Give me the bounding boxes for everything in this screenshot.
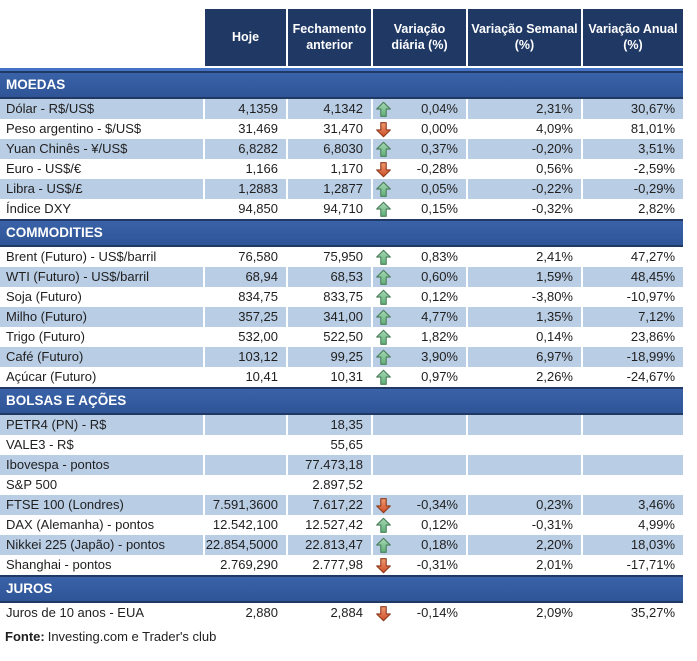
cell-hoje: 76,580 [205,247,288,267]
row-label: Açúcar (Futuro) [0,367,205,387]
up-arrow-icon [375,348,393,366]
cell-diaria: 0,97% [421,369,458,384]
cell-anual: -17,71% [583,555,683,575]
cell-anual [583,455,683,475]
table-row [0,307,683,327]
cell-diaria: 4,77% [421,309,458,324]
section-title: COMMODITIES [6,225,103,240]
cell-hoje: 103,12 [205,347,288,367]
down-arrow-icon [375,556,393,574]
cell-anual: -18,99% [583,347,683,367]
row-label: Nikkei 225 (Japão) - pontos [0,535,205,555]
up-arrow-icon [375,100,393,118]
down-arrow-icon [375,604,393,622]
cell-fechamento: 2,884 [288,603,373,623]
cell-anual: 48,45% [583,267,683,287]
row-label: Soja (Futuro) [0,287,205,307]
cell-fechamento: 99,25 [288,347,373,367]
cell-anual: 35,27% [583,603,683,623]
cell-semanal: 0,56% [468,159,583,179]
cell-anual: 3,51% [583,139,683,159]
up-arrow-icon [375,140,393,158]
row-label: WTI (Futuro) - US$/barril [0,267,205,287]
column-header-variacao-diaria: Variação diária (%) [373,9,468,66]
cell-diaria: 0,12% [421,289,458,304]
cell-semanal [468,435,583,455]
cell-hoje: 4,1359 [205,99,288,119]
cell-anual: 30,67% [583,99,683,119]
cell-diaria: 0,83% [421,249,458,264]
cell-diaria: 3,90% [421,349,458,364]
cell-hoje [205,475,288,495]
cell-semanal: -0,20% [468,139,583,159]
up-arrow-icon [375,288,393,306]
cell-diaria: 0,37% [421,141,458,156]
cell-hoje: 532,00 [205,327,288,347]
cell-anual: 7,12% [583,307,683,327]
row-label: Juros de 10 anos - EUA [0,603,205,623]
cell-hoje: 1,166 [205,159,288,179]
table-row [0,535,683,555]
cell-diaria: -0,28% [416,161,458,176]
row-label: PETR4 (PN) - R$ [0,415,205,435]
down-arrow-icon [375,160,393,178]
table-row [0,159,683,179]
cell-anual: -24,67% [583,367,683,387]
cell-semanal: 1,35% [468,307,583,327]
section-title: MOEDAS [6,77,66,92]
cell-semanal: 0,14% [468,327,583,347]
trend-arrow [375,456,393,474]
table-row [0,267,683,287]
cell-anual [583,435,683,455]
down-arrow-icon [375,496,393,514]
cell-anual: -0,29% [583,179,683,199]
cell-semanal: 6,97% [468,347,583,367]
table-row [0,119,683,139]
cell-anual: -2,59% [583,159,683,179]
table-row [0,435,683,455]
column-header-variacao-anual: Variação Anual (%) [583,9,683,66]
table-header-row [205,9,697,66]
row-label: S&P 500 [0,475,205,495]
cell-hoje [205,435,288,455]
table-row [0,415,683,435]
cell-anual: 47,27% [583,247,683,267]
cell-fechamento: 55,65 [288,435,373,455]
row-label: VALE3 - R$ [0,435,205,455]
cell-hoje: 31,469 [205,119,288,139]
cell-anual: 23,86% [583,327,683,347]
cell-hoje: 2.769,290 [205,555,288,575]
cell-fechamento: 341,00 [288,307,373,327]
table-body [0,71,697,623]
section-header [0,387,683,415]
cell-hoje: 68,94 [205,267,288,287]
table-row [0,247,683,267]
cell-fechamento: 4,1342 [288,99,373,119]
cell-diaria: -0,31% [416,557,458,572]
column-header-hoje: Hoje [205,9,288,66]
table-row [0,347,683,367]
cell-anual: 4,99% [583,515,683,535]
section-header [0,71,683,99]
up-arrow-icon [375,368,393,386]
cell-fechamento: 12.527,42 [288,515,373,535]
down-arrow-icon [375,120,393,138]
row-label: Shanghai - pontos [0,555,205,575]
row-label: Café (Futuro) [0,347,205,367]
cell-semanal: 2,41% [468,247,583,267]
cell-semanal: 2,20% [468,535,583,555]
cell-semanal [468,475,583,495]
cell-hoje [205,455,288,475]
up-arrow-icon [375,516,393,534]
cell-semanal: 0,23% [468,495,583,515]
section-header [0,575,683,603]
cell-hoje: 2,880 [205,603,288,623]
table-row [0,603,683,623]
cell-diaria: 0,05% [421,181,458,196]
cell-fechamento: 7.617,22 [288,495,373,515]
table-row [0,455,683,475]
cell-hoje: 10,41 [205,367,288,387]
up-arrow-icon [375,328,393,346]
table-row [0,327,683,347]
trend-arrow [375,436,393,454]
row-label: Brent (Futuro) - US$/barril [0,247,205,267]
cell-diaria: 0,18% [421,537,458,552]
row-label: Milho (Futuro) [0,307,205,327]
cell-fechamento: 18,35 [288,415,373,435]
row-label: Euro - US$/€ [0,159,205,179]
cell-semanal: -0,22% [468,179,583,199]
cell-semanal [468,415,583,435]
row-label: Trigo (Futuro) [0,327,205,347]
cell-anual: 2,82% [583,199,683,219]
up-arrow-icon [375,180,393,198]
cell-anual [583,475,683,495]
row-label: Dólar - R$/US$ [0,99,205,119]
cell-fechamento: 10,31 [288,367,373,387]
cell-fechamento: 22.813,47 [288,535,373,555]
cell-hoje: 94,850 [205,199,288,219]
source-text: Investing.com e Trader's club [47,629,217,644]
table-row [0,287,683,307]
section-header [0,219,683,247]
table-row [0,555,683,575]
cell-semanal [468,455,583,475]
cell-fechamento: 1,2877 [288,179,373,199]
cell-hoje: 22.854,5000 [205,535,288,555]
cell-anual: 18,03% [583,535,683,555]
row-label: Índice DXY [0,199,205,219]
cell-semanal: 4,09% [468,119,583,139]
table-row [0,99,683,119]
cell-fechamento: 31,470 [288,119,373,139]
cell-diaria: 0,04% [421,101,458,116]
cell-hoje: 357,25 [205,307,288,327]
table-row [0,515,683,535]
row-label: Yuan Chinês - ¥/US$ [0,139,205,159]
cell-hoje: 1,2883 [205,179,288,199]
cell-diaria: -0,14% [416,605,458,620]
table-row [0,495,683,515]
table-row [0,475,683,495]
row-label: Libra - US$/£ [0,179,205,199]
cell-anual: 81,01% [583,119,683,139]
cell-diaria: 0,12% [421,517,458,532]
up-arrow-icon [375,536,393,554]
cell-anual: -10,97% [583,287,683,307]
table-row [0,367,683,387]
up-arrow-icon [375,200,393,218]
cell-diaria: -0,34% [416,497,458,512]
row-label: DAX (Alemanha) - pontos [0,515,205,535]
cell-anual: 3,46% [583,495,683,515]
table-row [0,199,683,219]
cell-fechamento: 833,75 [288,287,373,307]
row-label: FTSE 100 (Londres) [0,495,205,515]
cell-fechamento: 77.473,18 [288,455,373,475]
row-label: Ibovespa - pontos [0,455,205,475]
row-label: Peso argentino - $/US$ [0,119,205,139]
source-label: Fonte: [5,629,45,644]
cell-diaria: 1,82% [421,329,458,344]
cell-fechamento: 94,710 [288,199,373,219]
cell-fechamento: 68,53 [288,267,373,287]
cell-fechamento: 522,50 [288,327,373,347]
cell-fechamento: 2.777,98 [288,555,373,575]
cell-semanal: 2,09% [468,603,583,623]
cell-semanal: -3,80% [468,287,583,307]
cell-hoje: 7.591,3600 [205,495,288,515]
table-row [0,139,683,159]
cell-diaria: 0,15% [421,201,458,216]
up-arrow-icon [375,268,393,286]
cell-fechamento: 2.897,52 [288,475,373,495]
table-row [0,179,683,199]
cell-hoje [205,415,288,435]
cell-hoje: 12.542,100 [205,515,288,535]
up-arrow-icon [375,308,393,326]
cell-anual [583,415,683,435]
column-header-fechamento: Fechamento anterior [288,9,373,66]
cell-semanal: 2,31% [468,99,583,119]
cell-diaria: 0,60% [421,269,458,284]
cell-semanal: -0,31% [468,515,583,535]
trend-arrow [375,416,393,434]
column-header-variacao-semanal: Variação Semanal (%) [468,9,583,66]
section-title: BOLSAS E AÇÕES [6,393,127,408]
section-title: JUROS [6,581,53,596]
trend-arrow [375,476,393,494]
cell-hoje: 834,75 [205,287,288,307]
cell-semanal: 2,01% [468,555,583,575]
cell-fechamento: 75,950 [288,247,373,267]
cell-semanal: 1,59% [468,267,583,287]
cell-fechamento: 1,170 [288,159,373,179]
cell-semanal: 2,26% [468,367,583,387]
cell-fechamento: 6,8030 [288,139,373,159]
cell-diaria: 0,00% [421,121,458,136]
cell-semanal: -0,32% [468,199,583,219]
source-footer [0,627,697,647]
cell-hoje: 6,8282 [205,139,288,159]
up-arrow-icon [375,248,393,266]
